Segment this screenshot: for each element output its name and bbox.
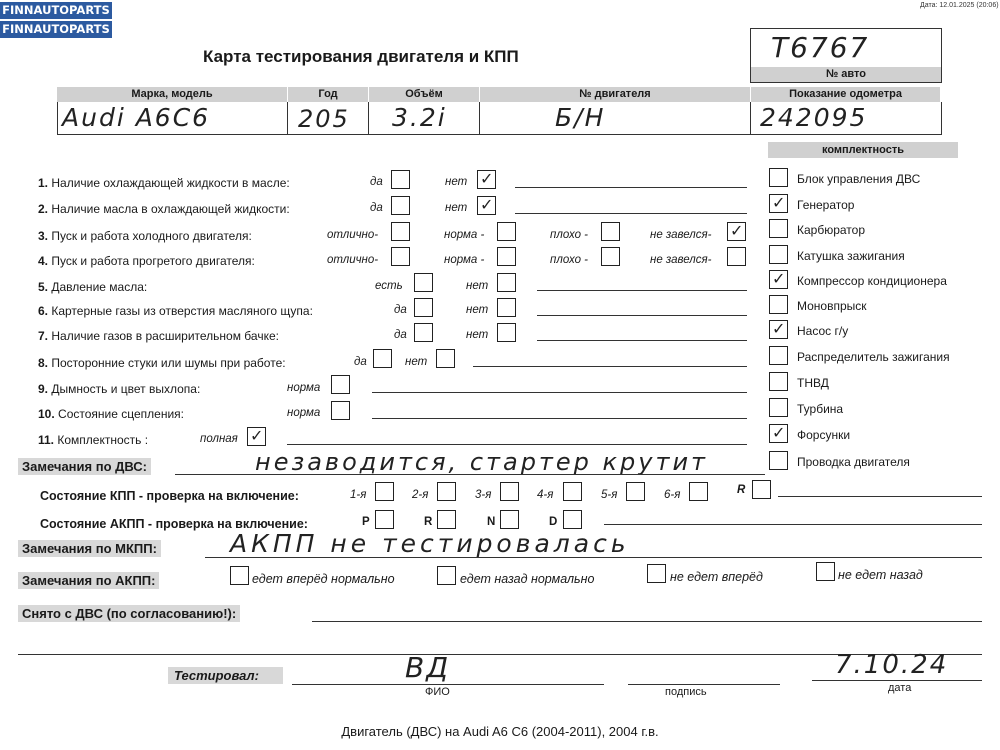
item-7-yes-checkbox[interactable]	[414, 323, 433, 342]
removed-label: Снято с ДВС (по согласованию!):	[18, 606, 240, 621]
opt-normal: норма	[287, 407, 321, 419]
fio-label: ФИО	[425, 686, 450, 698]
opt-normal: норма	[287, 382, 321, 394]
checkmark-icon: ✓	[772, 269, 786, 288]
kit-label: Распределитель зажигания	[797, 350, 950, 364]
header-year-value: 205	[298, 105, 350, 133]
checkmark-icon: ✓	[772, 319, 786, 338]
item-11-complete-checkbox[interactable]	[247, 427, 266, 446]
akpp-check-label: Состояние АКПП - проверка на включение:	[40, 517, 308, 531]
item-7: 7. Наличие газов в расширительном бачке:	[38, 329, 279, 343]
opt-no: нет	[445, 176, 468, 188]
item-2-yes-checkbox[interactable]	[391, 196, 410, 215]
gear-5-checkbox[interactable]	[626, 482, 645, 501]
akpp-remarks-label: Замечания по АКПП:	[18, 573, 159, 588]
gear-4-checkbox[interactable]	[563, 482, 582, 501]
item-5-no-checkbox[interactable]	[497, 273, 516, 292]
kit-checkbox[interactable]	[769, 451, 788, 470]
item-5-present-checkbox[interactable]	[414, 273, 433, 292]
header-volume-label: Объём	[369, 87, 479, 102]
image-caption: Двигатель (ДВС) на Audi A6 C6 (2004-2011), 2004 г.в.	[341, 724, 659, 739]
brand-badge: FINNAUTOPARTS	[0, 2, 112, 19]
akpp-rem-opt: едет вперёд нормально	[252, 572, 395, 586]
item-10-normal-checkbox[interactable]	[331, 401, 350, 420]
item-1-no-checkbox[interactable]	[477, 170, 496, 189]
checkmark-icon: ✓	[730, 221, 744, 240]
item-4-not-started-checkbox[interactable]	[727, 247, 746, 266]
gear-label: 4-я	[537, 489, 554, 501]
item-2-no-checkbox[interactable]	[477, 196, 496, 215]
akpp-no-forward-checkbox[interactable]	[647, 564, 666, 583]
kit-checkbox[interactable]	[769, 245, 788, 264]
mkpp-remarks-label: Замечания по МКПП:	[18, 541, 161, 556]
item-8-no-checkbox[interactable]	[436, 349, 455, 368]
item-4-excellent-checkbox[interactable]	[391, 247, 410, 266]
gear-label: 5-я	[601, 489, 618, 501]
kit-checkbox[interactable]	[769, 194, 788, 213]
header-engine-label: № двигателя	[480, 87, 750, 102]
header-brand-value: Audi A6C6	[62, 103, 211, 132]
item-9-normal-checkbox[interactable]	[331, 375, 350, 394]
item-11: 11. Комплектность :	[38, 433, 149, 447]
item-3-not-started-checkbox[interactable]	[727, 222, 746, 241]
akpp-rem-opt: едет назад нормально	[460, 572, 595, 586]
kit-label: Насос г/у	[797, 324, 849, 338]
checkmark-icon: ✓	[250, 426, 264, 445]
date-label: дата	[888, 682, 912, 694]
opt-normal: норма -	[444, 254, 485, 266]
item-10: 10. Состояние сцепления:	[38, 407, 184, 421]
opt-no: нет	[466, 280, 489, 292]
checkmark-icon: ✓	[480, 195, 494, 214]
kit-checkbox[interactable]	[769, 372, 788, 391]
opt-bad: плохо -	[550, 254, 588, 266]
gear-1-checkbox[interactable]	[375, 482, 394, 501]
item-1-yes-checkbox[interactable]	[391, 170, 410, 189]
opt-yes: да	[370, 176, 383, 188]
checkmark-icon: ✓	[772, 423, 786, 442]
kit-title: комплектность	[768, 142, 958, 158]
item-7-no-checkbox[interactable]	[497, 323, 516, 342]
kit-label: Карбюратор	[797, 223, 866, 237]
gear-label: 1-я	[350, 489, 367, 501]
akpp-rem-opt: не едет вперёд	[670, 570, 763, 584]
kit-checkbox[interactable]	[769, 320, 788, 339]
kit-label: ТНВД	[797, 376, 829, 390]
akpp-gear-label: R	[424, 516, 433, 528]
gear-r-checkbox[interactable]	[752, 480, 771, 499]
opt-yes: да	[354, 356, 367, 368]
test-date-value: 7.10.24	[835, 650, 949, 680]
item-3: 3. Пуск и работа холодного двигателя:	[38, 229, 252, 243]
akpp-reverse-ok-checkbox[interactable]	[437, 566, 456, 585]
auto-number-box	[750, 28, 942, 83]
opt-yes: да	[394, 329, 407, 341]
kit-checkbox[interactable]	[769, 168, 788, 187]
tested-by-label: Тестировал:	[168, 668, 283, 683]
gear-6-checkbox[interactable]	[689, 482, 708, 501]
gear-label: 2-я	[412, 489, 429, 501]
akpp-r-checkbox[interactable]	[437, 510, 456, 529]
header-odometer-label: Показание одометра	[751, 87, 940, 102]
checkmark-icon: ✓	[772, 193, 786, 212]
opt-bad: плохо -	[550, 229, 588, 241]
opt-no: нет	[405, 356, 428, 368]
opt-excellent: отлично-	[327, 254, 379, 266]
dvs-remarks-value: незаводится, стартер крутит	[255, 448, 709, 476]
header-volume-value: 3.2i	[392, 103, 447, 132]
page-title: Карта тестирования двигателя и КПП	[203, 47, 519, 66]
kit-checkbox[interactable]	[769, 270, 788, 289]
akpp-gear-label: N	[487, 516, 496, 528]
item-6: 6. Картерные газы из отверстия масляного щупа:	[38, 304, 313, 318]
akpp-gear-label: P	[362, 516, 370, 528]
kit-checkbox[interactable]	[769, 295, 788, 314]
opt-excellent: отлично-	[327, 229, 379, 241]
opt-normal: норма -	[444, 229, 485, 241]
item-4-bad-checkbox[interactable]	[601, 247, 620, 266]
item-6-yes-checkbox[interactable]	[414, 298, 433, 317]
kit-label: Генератор	[797, 198, 855, 212]
dvs-remarks-label: Замечания по ДВС:	[18, 459, 151, 474]
kit-label: Турбина	[797, 402, 844, 416]
akpp-forward-ok-checkbox[interactable]	[230, 566, 249, 585]
header-brand-label: Марка, модель	[57, 87, 287, 102]
akpp-rem-opt: не едет назад	[838, 568, 923, 582]
akpp-gear-label: D	[549, 516, 558, 528]
akpp-no-reverse-checkbox[interactable]	[816, 562, 835, 581]
date-stamp: Дата: 12.01.2025 (20:06)	[920, 2, 999, 9]
gear-3-checkbox[interactable]	[500, 482, 519, 501]
gear-2-checkbox[interactable]	[437, 482, 456, 501]
brand-badge: FINNAUTOPARTS	[0, 21, 112, 38]
akpp-d-checkbox[interactable]	[563, 510, 582, 529]
kpp-check-label: Состояние КПП - проверка на включение:	[40, 489, 299, 503]
item-9: 9. Дымность и цвет выхлопа:	[38, 382, 201, 396]
header-engine-value: Б/Н	[555, 103, 606, 132]
gear-label: 6-я	[664, 489, 681, 501]
item-4-normal-checkbox[interactable]	[497, 247, 516, 266]
gear-label: 3-я	[475, 489, 492, 501]
item-1: 1. Наличие охлаждающей жидкости в масле:	[38, 176, 290, 190]
opt-yes: да	[370, 202, 383, 214]
item-8-yes-checkbox[interactable]	[373, 349, 392, 368]
item-6-no-checkbox[interactable]	[497, 298, 516, 317]
kit-label: Форсунки	[797, 428, 851, 442]
opt-present: есть	[375, 280, 403, 292]
checkmark-icon: ✓	[480, 169, 494, 188]
kit-label: Компрессор кондиционера	[797, 274, 947, 288]
header-year-label: Год	[288, 87, 368, 102]
kit-checkbox[interactable]	[769, 398, 788, 417]
opt-not-started: не завелся-	[650, 229, 712, 241]
item-3-excellent-checkbox[interactable]	[391, 222, 410, 241]
item-2: 2. Наличие масла в охлаждающей жидкости:	[38, 202, 290, 216]
item-3-normal-checkbox[interactable]	[497, 222, 516, 241]
opt-not-started: не завелся-	[650, 254, 712, 266]
tester-signature: ВД	[405, 651, 451, 684]
opt-no: нет	[466, 304, 489, 316]
signature-label: подпись	[665, 686, 707, 698]
item-5: 5. Давление масла:	[38, 280, 148, 294]
kit-checkbox[interactable]	[769, 424, 788, 443]
opt-no: нет	[466, 329, 489, 341]
opt-no: нет	[445, 202, 468, 214]
header-odometer-value: 242095	[760, 103, 868, 132]
auto-number-value: T6767	[771, 31, 870, 64]
mkpp-remarks-value: АКПП не тестировалась	[230, 529, 630, 558]
gear-label: R	[737, 484, 746, 496]
opt-yes: да	[394, 304, 407, 316]
kit-checkbox[interactable]	[769, 346, 788, 365]
item-4: 4. Пуск и работа прогретого двигателя:	[38, 254, 255, 268]
kit-label: Моновпрыск	[797, 299, 867, 313]
item-3-bad-checkbox[interactable]	[601, 222, 620, 241]
kit-label: Блок управления ДВС	[797, 172, 921, 186]
auto-number-label: № авто	[751, 67, 941, 82]
kit-label: Катушка зажигания	[797, 249, 905, 263]
kit-label: Проводка двигателя	[797, 455, 910, 469]
akpp-n-checkbox[interactable]	[500, 510, 519, 529]
kit-checkbox[interactable]	[769, 219, 788, 238]
item-8: 8. Посторонние стуки или шумы при работе:	[38, 356, 286, 370]
opt-complete: полная	[200, 433, 238, 445]
akpp-p-checkbox[interactable]	[375, 510, 394, 529]
